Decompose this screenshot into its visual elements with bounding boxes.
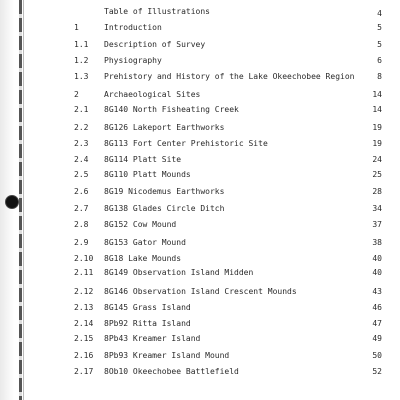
toc-heading-page: 4 [377,9,382,18]
toc-entry-title: Introduction [104,23,162,32]
toc-entry-page: 40 [372,254,382,263]
toc-entry-title: 8G113 Fort Center Prehistoric Site [104,139,268,148]
toc-entry-page: 50 [372,351,382,360]
toc-entry-title: 8G110 Platt Mounds [104,170,191,179]
toc-entry-page: 19 [372,123,382,132]
toc-entry-number: 2.7 [74,204,89,213]
toc-entry-page: 5 [377,40,382,49]
toc-entry-title: 8G140 North Fisheating Creek [104,105,239,114]
toc-entry-page: 37 [372,220,382,229]
toc-entry-number: 2.14 [74,319,94,328]
toc-entry-number: 2.15 [74,334,94,343]
toc-entry-title: Archaeological Sites [104,90,201,99]
toc-entry-title: 8G149 Observation Island Midden [104,268,254,277]
toc-entry-title: 8G153 Gator Mound [104,238,186,247]
toc-entry [0,302,400,314]
toc-entry-number: 2.2 [74,123,89,132]
toc-entry [0,253,400,265]
toc-entry [0,333,400,345]
toc-entry-title: 8Pb93 Kreamer Island Mound [104,351,230,360]
toc-entry [0,318,400,330]
toc-entry-page: 8 [377,72,382,81]
toc-entry [0,122,400,134]
toc-entry [0,219,400,231]
toc-entry-title: 8G152 Cow Mound [104,220,177,229]
toc-entry-page: 6 [377,56,382,65]
toc-entry-page: 52 [372,367,382,376]
toc-entry-title: Prehistory and History of the Lake Okeechobee Region [104,72,355,81]
toc-entry-page: 24 [372,155,382,164]
toc-entry [0,203,400,215]
toc-entry-title: 8G126 Lakeport Earthworks [104,123,225,132]
toc-entry-page: 25 [372,170,382,179]
toc-entry [0,169,400,181]
toc-entry-page: 40 [372,268,382,277]
toc-entry [0,154,400,166]
toc-entry-number: 1 [74,23,79,32]
toc-entry [0,286,400,298]
toc-entry [0,237,400,249]
toc-entry-title: Physiography [104,56,162,65]
toc-entry-number: 2.1 [74,105,89,114]
toc-entry-title: Description of Survey [104,40,206,49]
toc-entry [0,267,400,279]
toc-entry-title: 8G19 Nicodemus Earthworks [104,187,225,196]
toc-entry [0,350,400,362]
toc-entry-number: 2.4 [74,155,89,164]
toc-entry-number: 2.12 [74,287,94,296]
toc-entry [0,366,400,378]
toc-entry [0,22,400,34]
toc-entry-title: 8Pb92 Ritta Island [104,319,191,328]
toc-entry [0,138,400,150]
toc-entry-number: 2.10 [74,254,94,263]
toc-entry-page: 43 [372,287,382,296]
toc-entry-title: 8G146 Observation Island Crescent Mounds [104,287,297,296]
toc-entry-title: 8G145 Grass Island [104,303,191,312]
toc-entry-page: 19 [372,139,382,148]
toc-entry-page: 14 [372,90,382,99]
toc-entry-number: 2.17 [74,367,94,376]
toc-entry-page: 14 [372,105,382,114]
toc-entry-page: 47 [372,319,382,328]
toc-entry-title: 8Ob10 Okeechobee Battlefield [104,367,239,376]
toc-entry-number: 2.5 [74,170,89,179]
toc-entry-number: 2.13 [74,303,94,312]
toc-entry [0,71,400,83]
toc-entry-title: 8Pb43 Kreamer Island [104,334,201,343]
toc-entry [0,39,400,51]
toc-entry-page: 49 [372,334,382,343]
toc-entry-number: 2.9 [74,238,89,247]
toc-entry-title: 8G18 Lake Mounds [104,254,182,263]
toc-entry-number: 2.11 [74,268,94,277]
toc-entry [0,55,400,67]
toc-entry-number: 2.3 [74,139,89,148]
toc-entry-number: 1.2 [74,56,89,65]
toc-entry-page: 34 [372,204,382,213]
toc-entry-page: 38 [372,238,382,247]
toc-entry [0,104,400,116]
toc-entry-number: 1.1 [74,40,89,49]
toc-entry-page: 46 [372,303,382,312]
toc-entry [0,89,400,101]
toc-entry-number: 2 [74,90,79,99]
toc-entry-number: 2.16 [74,351,94,360]
toc-entry-page: 28 [372,187,382,196]
toc-entry-title: 8G138 Glades Circle Ditch [104,204,225,213]
toc-entry-title: 8G114 Platt Site [104,155,182,164]
toc-heading: Table of Illustrations [104,7,210,16]
toc-entry [0,186,400,198]
toc-entry-number: 2.6 [74,187,89,196]
toc-entry-page: 5 [377,23,382,32]
toc-entry-number: 2.8 [74,220,89,229]
toc-entry-number: 1.3 [74,72,89,81]
